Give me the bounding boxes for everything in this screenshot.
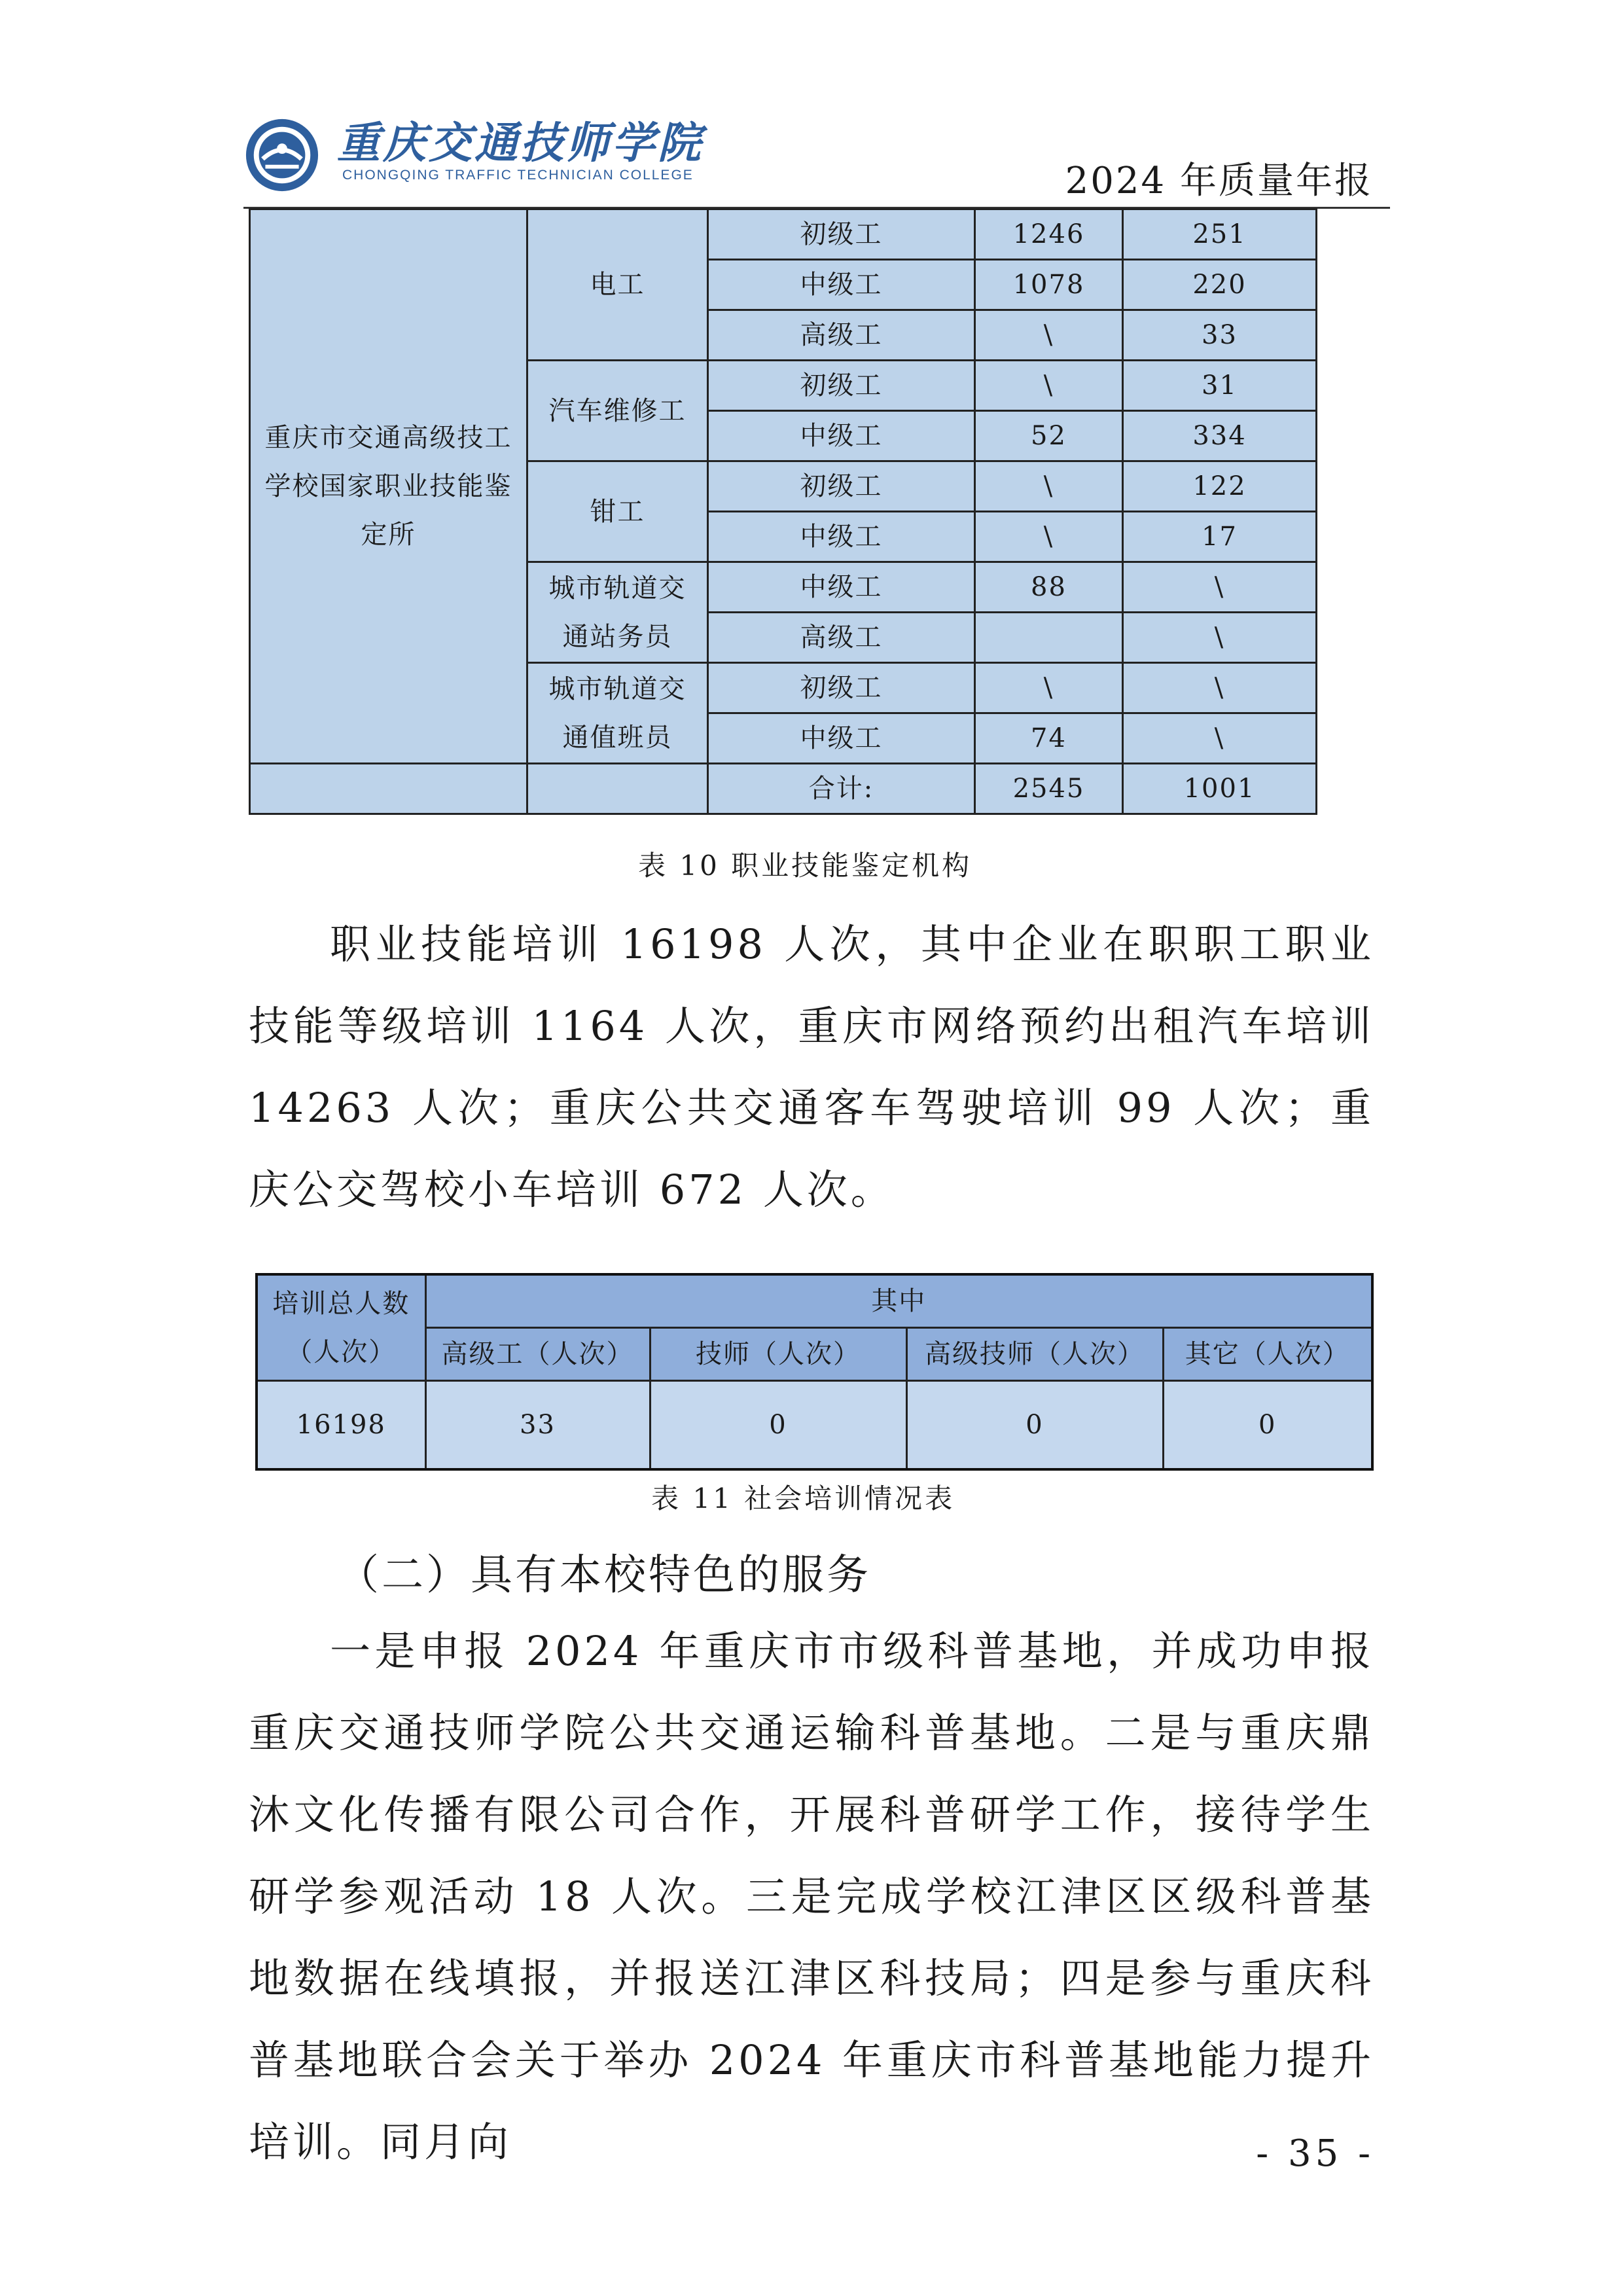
level-cell: 中级工 [708, 713, 975, 764]
level-cell: 中级工 [708, 512, 975, 562]
appraisal-institution-table [249, 208, 1317, 815]
school-name-cn: 重庆交通技师学院 [337, 117, 704, 168]
value-cell: \ [1123, 613, 1317, 663]
total-value: 2545 [975, 764, 1123, 814]
value-cell: 88 [975, 562, 1123, 613]
value-cell: \ [975, 461, 1123, 512]
body-paragraph [249, 1610, 1374, 2183]
value-cell: 1246 [975, 209, 1123, 260]
header-cell: 高级技师（人次） [906, 1328, 1163, 1381]
header-group: 其中 [425, 1274, 1372, 1328]
institution-cell [250, 209, 527, 764]
value-cell: 17 [1123, 512, 1317, 562]
table-total-row [250, 764, 1317, 814]
institution-name: 重庆市交通高级技工学校国家职业技能鉴定所 [264, 423, 512, 550]
value-cell: 33 [1123, 310, 1317, 361]
header-total-label: 培训总人数（人次） [272, 1288, 410, 1367]
job-cell: 电工 [527, 209, 708, 361]
value-cell: 0 [1163, 1381, 1372, 1470]
body-paragraph [249, 903, 1374, 1230]
total-label: 合计: [708, 764, 975, 814]
table-row [257, 1381, 1372, 1470]
school-logo [243, 117, 321, 194]
level-cell: 中级工 [708, 260, 975, 310]
value-cell: \ [975, 512, 1123, 562]
table-caption: 表 10 职业技能鉴定机构 [638, 850, 972, 882]
social-training-table [255, 1273, 1374, 1471]
header-cell: 技师（人次） [650, 1328, 906, 1381]
level-cell: 初级工 [708, 663, 975, 713]
value-cell: 0 [650, 1381, 906, 1470]
empty-cell [527, 764, 708, 814]
job-cell [527, 562, 708, 663]
value-cell: 52 [975, 411, 1123, 461]
total-value: 1001 [1123, 764, 1317, 814]
header-cell: 高级工（人次） [425, 1328, 650, 1381]
job-cell: 钳工 [527, 461, 708, 562]
value-cell: 122 [1123, 461, 1317, 512]
level-cell: 初级工 [708, 361, 975, 411]
empty-cell [250, 764, 527, 814]
value-cell: \ [1123, 562, 1317, 613]
paragraph-text: 职业技能培训 16198 人次，其中企业在职职工职业技能等级培训 1164 人次，重庆市网络预约出租汽车培训 14263 人次；重庆公共交通客车驾驶培训 99 人次；重庆公交驾校小车培训 672 人次。 [249, 920, 1374, 1213]
value-cell: 16198 [257, 1381, 425, 1470]
table-header-row [257, 1274, 1372, 1328]
level-cell: 初级工 [708, 461, 975, 512]
value-cell: 74 [975, 713, 1123, 764]
level-cell: 中级工 [708, 562, 975, 613]
table-caption: 表 11 社会培训情况表 [651, 1482, 955, 1515]
value-cell: 251 [1123, 209, 1317, 260]
value-cell [975, 613, 1123, 663]
value-cell: \ [1123, 713, 1317, 764]
paragraph-text: 一是申报 2024 年重庆市市级科普基地，并成功申报重庆交通技师学院公共交通运输科普基地。二是与重庆鼎沐文化传播有限公司合作，开展科普研学工作，接待学生研学参观活动 18 人次。三是完成学校江津区区级科普基地数据在线填报，并报送江津区科技局；四是参与重庆科普基地联合会关于举办 2024 年重庆市科普基地能力提升培训。同月向 [249, 1627, 1374, 2166]
value-cell: 33 [425, 1381, 650, 1470]
level-cell: 中级工 [708, 411, 975, 461]
school-name-en: CHONGQING TRAFFIC TECHNICIAN COLLEGE [342, 168, 694, 183]
level-cell: 高级工 [708, 310, 975, 361]
header-cell: 其它（人次） [1163, 1328, 1372, 1381]
value-cell: 0 [906, 1381, 1163, 1470]
value-cell: 1078 [975, 260, 1123, 310]
value-cell: 334 [1123, 411, 1317, 461]
level-cell: 初级工 [708, 209, 975, 260]
job-cell: 汽车维修工 [527, 361, 708, 461]
value-cell: 31 [1123, 361, 1317, 411]
value-cell: \ [1123, 663, 1317, 713]
page-number: - 35 - [1256, 2132, 1374, 2175]
table-row [250, 209, 1317, 260]
value-cell: 220 [1123, 260, 1317, 310]
job-name: 城市轨道交通站务员 [548, 573, 687, 652]
value-cell: \ [975, 663, 1123, 713]
job-name: 城市轨道交通值班员 [548, 673, 687, 753]
section-heading: （二）具有本校特色的服务 [337, 1551, 871, 1600]
level-cell: 高级工 [708, 613, 975, 663]
header-total [257, 1274, 425, 1381]
job-cell [527, 663, 708, 764]
value-cell: \ [975, 361, 1123, 411]
report-title: 2024 年质量年报 [1065, 160, 1373, 202]
value-cell: \ [975, 310, 1123, 361]
